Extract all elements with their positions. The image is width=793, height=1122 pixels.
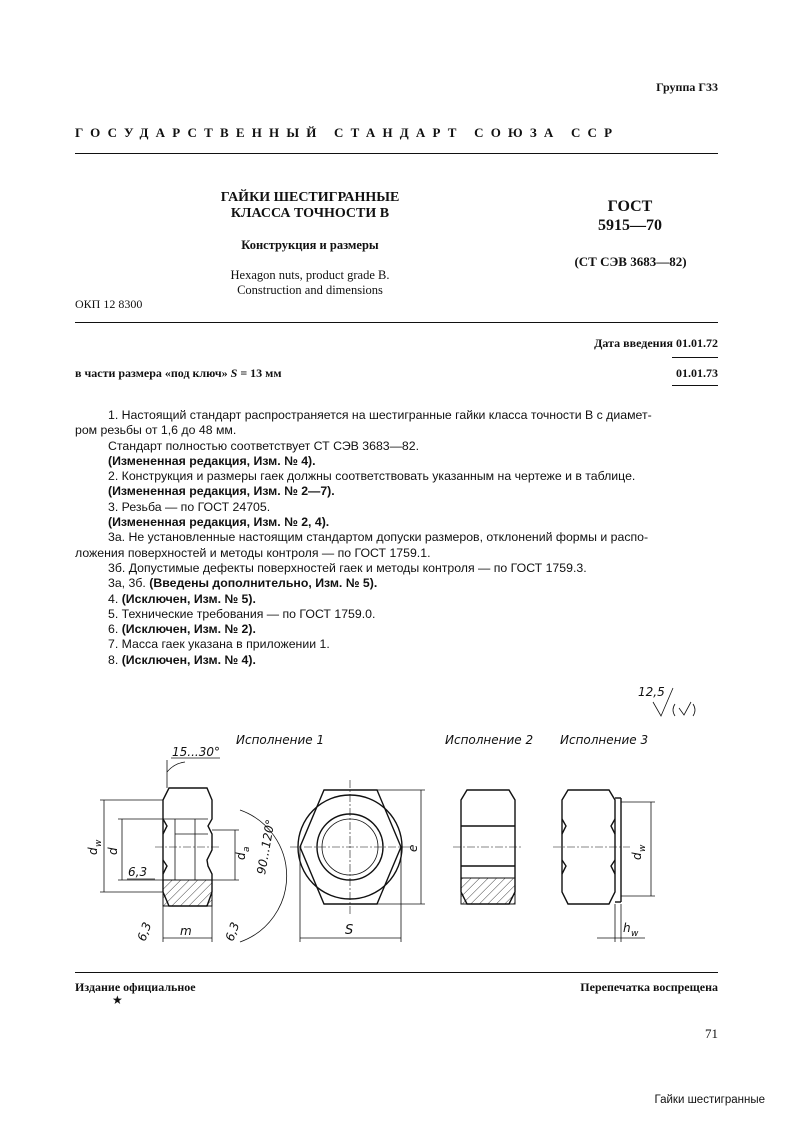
sev-reference: (СТ СЭВ 3683—82) — [574, 254, 687, 269]
para-1d: (Измененная редакция, Изм. № 4). — [108, 453, 316, 468]
roughness-bottom-left-label: 6,3 — [134, 920, 155, 944]
view-2-section — [453, 790, 523, 904]
para-2: 2. Конструкция и размеры гаек должны соответствовать указанным на чертеже и в таблице. — [108, 469, 636, 484]
m-label: m — [180, 924, 192, 938]
para-4-bold: (Исключен, Изм. № 5). — [121, 591, 256, 606]
roughness-value: 12,5 — [638, 685, 665, 699]
para-7: 7. Масса гаек указана в приложении 1. — [108, 637, 330, 652]
hw-label: h — [623, 921, 631, 935]
para-1a: 1. Настоящий стандарт распространяется на шестигранные гайки класса точности В с диамет- — [108, 408, 652, 422]
partial-date-label-post: = 13 мм — [237, 366, 282, 380]
star-icon: ★ — [112, 993, 123, 1007]
e-label: e — [406, 844, 420, 852]
page-number: 71 — [705, 1026, 718, 1041]
view-1-top — [290, 780, 425, 942]
partial-date-rule — [672, 385, 718, 386]
para-6-pre: 6. — [108, 622, 122, 637]
partial-date-label — [75, 366, 282, 381]
angle-side-label: 90...120° — [254, 818, 278, 876]
para-3a-2: ложения поверхностей и методы контроля — по ГОСТ 1759.1. — [75, 545, 431, 560]
view-3-label: Исполнение 3 — [560, 733, 649, 747]
para-3c — [75, 576, 718, 591]
title-line-2: КЛАССА ТОЧНОСТИ В — [230, 206, 390, 221]
para-6 — [75, 622, 718, 637]
divider-footer — [75, 972, 718, 973]
document-body — [75, 408, 718, 668]
official-edition: Издание официальное — [75, 980, 196, 994]
view-1-section — [86, 745, 287, 943]
roughness-inner-label: 6,3 — [128, 865, 148, 879]
introduction-date: Дата введения 01.01.72 — [594, 336, 718, 350]
english-title — [190, 268, 430, 298]
para-6-bold: (Исключен, Изм. № 2). — [121, 622, 256, 637]
partial-date: 01.01.73 — [676, 366, 718, 380]
document-title — [190, 190, 430, 222]
para-8 — [75, 653, 718, 668]
para-3: 3. Резьба — по ГОСТ 24705. — [108, 499, 271, 514]
para-3b: (Измененная редакция, Изм. № 2, 4). — [108, 515, 330, 530]
gost-label: ГОСТ — [607, 198, 653, 215]
d-label: d — [106, 847, 120, 855]
para-3b-1: 3б. Допустимые дефекты поверхностей гаек и методы контроля — по ГОСТ 1759.3. — [108, 560, 587, 575]
dw-sub-view3: w — [638, 844, 648, 852]
para-3a-1: 3а. Не установленные настоящим стандартом допуски размеров, отклонений формы и распо- — [108, 530, 649, 545]
da-sub: a — [242, 846, 252, 852]
para-8-bold: (Исключен, Изм. № 4). — [121, 652, 256, 667]
page-caption: Гайки шестигранные — [654, 1094, 765, 1106]
nut-drawing — [75, 680, 718, 950]
dw-sub: w — [94, 839, 104, 847]
english-title-line-2: Construction and dimensions — [237, 283, 383, 297]
divider-top — [75, 153, 718, 154]
title-line-1: ГАЙКИ ШЕСТИГРАННЫЕ — [220, 190, 400, 205]
para-3c-pre: 3а, 3б. — [108, 576, 150, 591]
para-2b: (Измененная редакция, Изм. № 2—7). — [108, 484, 335, 499]
para-1b: ром резьбы от 1,6 до 48 мм. — [75, 423, 237, 438]
reprint-notice: Перепечатка воспрещена — [580, 980, 718, 994]
para-4 — [75, 592, 718, 607]
angle-top-label: 15...30° — [172, 745, 220, 759]
s-label: S — [345, 923, 354, 938]
date-rule — [672, 357, 718, 358]
divider-header — [75, 322, 718, 323]
da-label: d — [234, 852, 248, 860]
para-1c: Стандарт полностью соответствует СТ СЭВ 3683—82. — [108, 438, 420, 453]
roughness-bottom-right-label: 6,3 — [222, 920, 243, 944]
hw-sub: w — [631, 929, 639, 939]
roughness-symbol — [638, 685, 695, 716]
view-1-label: Исполнение 1 — [236, 733, 325, 747]
english-title-line-1: Hexagon nuts, product grade B. — [230, 268, 390, 282]
para-5: 5. Технические требования — по ГОСТ 1759.0. — [108, 606, 376, 621]
group-code: Группа Г33 — [656, 80, 718, 94]
para-4-pre: 4. — [108, 591, 122, 606]
view-3-section — [553, 790, 655, 942]
partial-date-label-var: S — [230, 366, 238, 380]
view-2-label: Исполнение 2 — [445, 733, 534, 747]
para-3c-bold: (Введены дополнительно, Изм. № 5). — [149, 576, 378, 591]
dw-label-view3: d — [630, 852, 644, 860]
gost-number: 5915—70 — [598, 217, 662, 234]
gost-designation — [560, 197, 700, 235]
dw-label: d — [86, 847, 100, 855]
okp-code: ОКП 12 8300 — [75, 297, 143, 311]
standard-banner: ГОСУДАРСТВЕННЫЙ СТАНДАРТ СОЮЗА ССР — [75, 125, 620, 140]
document-subtitle: Конструкция и размеры — [241, 238, 379, 252]
para-8-pre: 8. — [108, 652, 122, 667]
partial-date-label-pre: в части размера «под ключ» — [75, 366, 231, 380]
